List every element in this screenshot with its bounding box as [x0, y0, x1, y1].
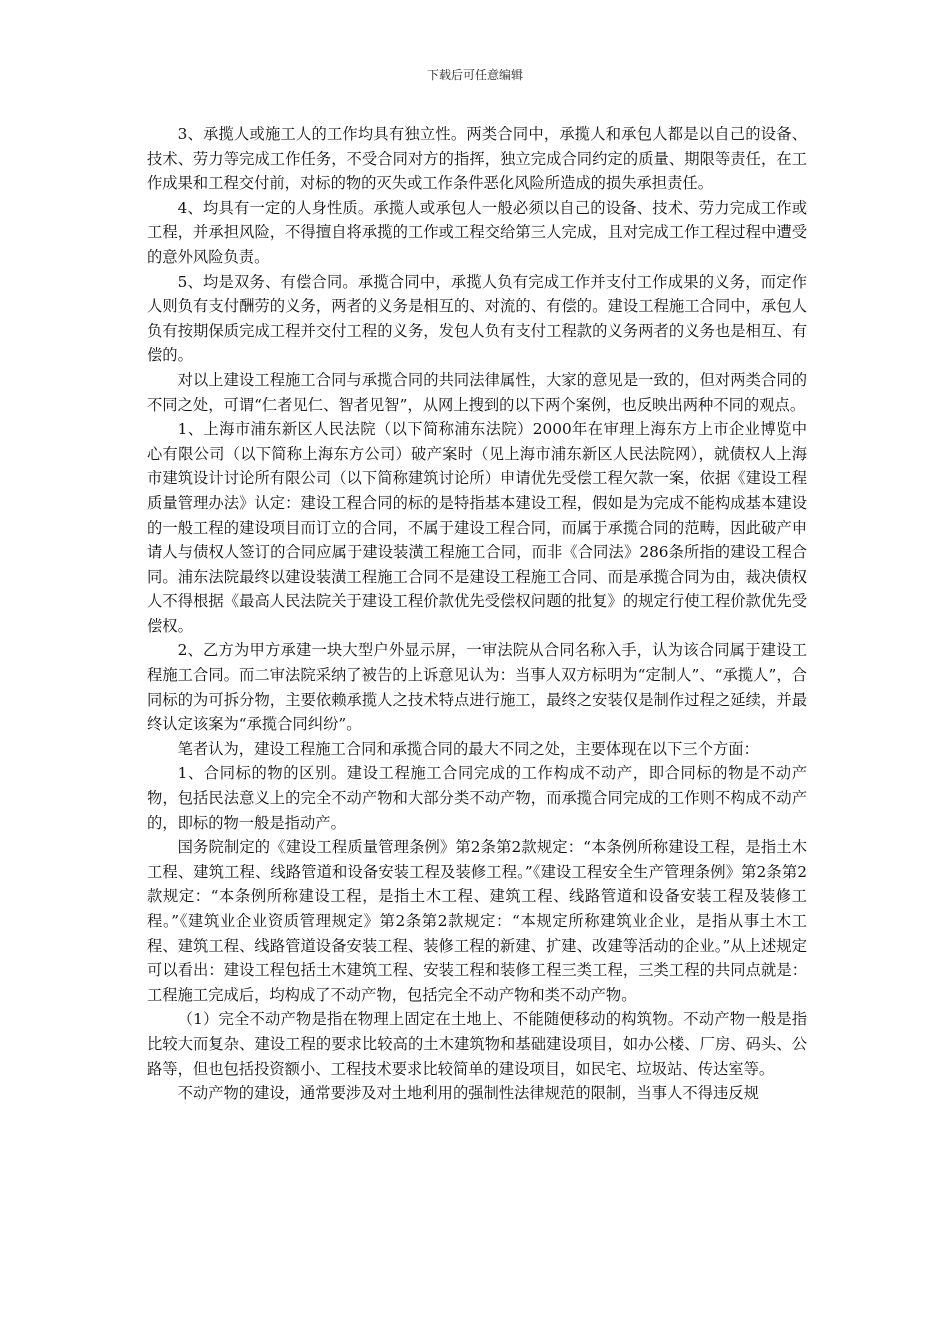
paragraph: 不动产物的建设，通常要涉及对土地利用的强制性法律规范的限制，当事人不得违反规: [177, 1084, 759, 1103]
paragraph: 对以上建设工程施工合同与承揽合同的共同法律属性，大家的意见是一致的，但对两类合同的不同之处，可谓“仁者见仁、智者见智”，从网上搜到的以下两个案例，也反映出两种不同的观点。: [147, 370, 807, 414]
paragraph: 4、均具有一定的人身性质。承揽人或承包人一般必须以自己的设备、技术、劳力完成工作或工程，并承担风险，不得擅自将承揽的工作或工程交给第三人完成，且对完成工作工程过程中遭受的意外风险负责。: [147, 198, 807, 266]
paragraph: 1、上海市浦东新区人民法院（以下简称浦东法院）2000年在审理上海东方上市企业博览中心有限公司（以下简称上海东方公司）破产案时（见上海市浦东新区人民法院网），就债权人上海市建筑设计讨论所有限公司（以下简称建筑讨论所）申请优先受偿工程欠款一案，依据《建设工程质量管理办法》认定：建设工程合同的标的是特指基本建设工程，假如是为完成不能构成基本建设的一般工程的建设项目而订立的合同，不属于建设工程合同，而属于承揽合同的范畴，因此破产申请人与债权人签订的合同应属于建设装潢工程施工合同，而非《合同法》286条所指的建设工程合同。浦东法院最终以建设装潢工程施工合同不是建设工程施工合同、而是承揽合同为由，裁决债权人不得根据《最高人民法院关于建设工程价款优先受偿权问题的批复》的规定行使工程价款优先受偿权。: [147, 420, 807, 635]
paragraph: 笔者认为，建设工程施工合同和承揽合同的最大不同之处，主要体现在以下三个方面：: [177, 739, 759, 758]
paragraph: 5、均是双务、有偿合同。承揽合同中，承揽人负有完成工作并支付工作成果的义务，而定作人则负有支付酬劳的义务，两者的义务是相互的、对流的、有偿的。建设工程施工合同中，承包人负有按期保质完成工程并交付工程的义务，发包人负有支付工程款的义务两者的义务也是相互、有偿的。: [147, 272, 807, 365]
paragraph: 1、合同标的物的区别。建设工程施工合同完成的工作构成不动产，即合同标的物是不动产物，包括民法意义上的完全不动产物和大部分类不动产物，而承揽合同完成的工作则不构成不动产的，即标的物一般是指动产。: [147, 764, 807, 832]
paragraph: 3、承揽人或施工人的工作均具有独立性。两类合同中，承揽人和承包人都是以自己的设备、技术、劳力等完成工作任务，不受合同对方的指挥，独立完成合同约定的质量、期限等责任，在工作成果和工程交付前，对标的物的灭失或工作条件恶化风险所造成的损失承担责任。: [147, 125, 807, 193]
page-header: 下载后可任意编辑: [426, 68, 523, 82]
paragraph: （1）完全不动产物是指在物理上固定在土地上、不能随便移动的构筑物。不动产物一般是指比较大而复杂、建设工程的要求比较高的土木建筑物和基础建设项目，如办公楼、厂房、码头、公路等，但也包括投资额小、工程技术要求比较简单的建设项目，如民宅、垃圾站、传达室等。: [147, 1010, 807, 1078]
paragraph: 国务院制定的《建设工程质量管理条例》第2条第2款规定：“本条例所称建设工程，是指土木工程、建筑工程、线路管道和设备安装工程及装修工程。”《建设工程安全生产管理条例》第2条第2款规定：“本条例所称建设工程，是指土木工程、建筑工程、线路管道和设备安装工程及装修工程。”《建筑业企业资质管理规定》第2条第2款规定：“本规定所称建筑业企业，是指从事土木工程、建筑工程、线路管道设备安装工程、装修工程的新建、扩建、改建等活动的企业。”从上述规定可以看出：建设工程包括土木建筑工程、安装工程和装修工程三类工程，三类工程的共同点就是：工程施工完成后，均构成了不动产物，包括完全不动产物和类不动产物。: [147, 838, 807, 1004]
document-body: [147, 122, 807, 1106]
paragraph: 2、乙方为甲方承建一块大型户外显示屏，一审法院从合同名称入手，认为该合同属于建设工程施工合同。而二审法院采纳了被告的上诉意见认为：当事人双方标明为“定制人”、“承揽人”，合同标的为可拆分物，主要依赖承揽人之技术特点进行施工，最终之安装仅是制作过程之延续，并最终认定该案为“承揽合同纠纷”。: [147, 641, 807, 734]
